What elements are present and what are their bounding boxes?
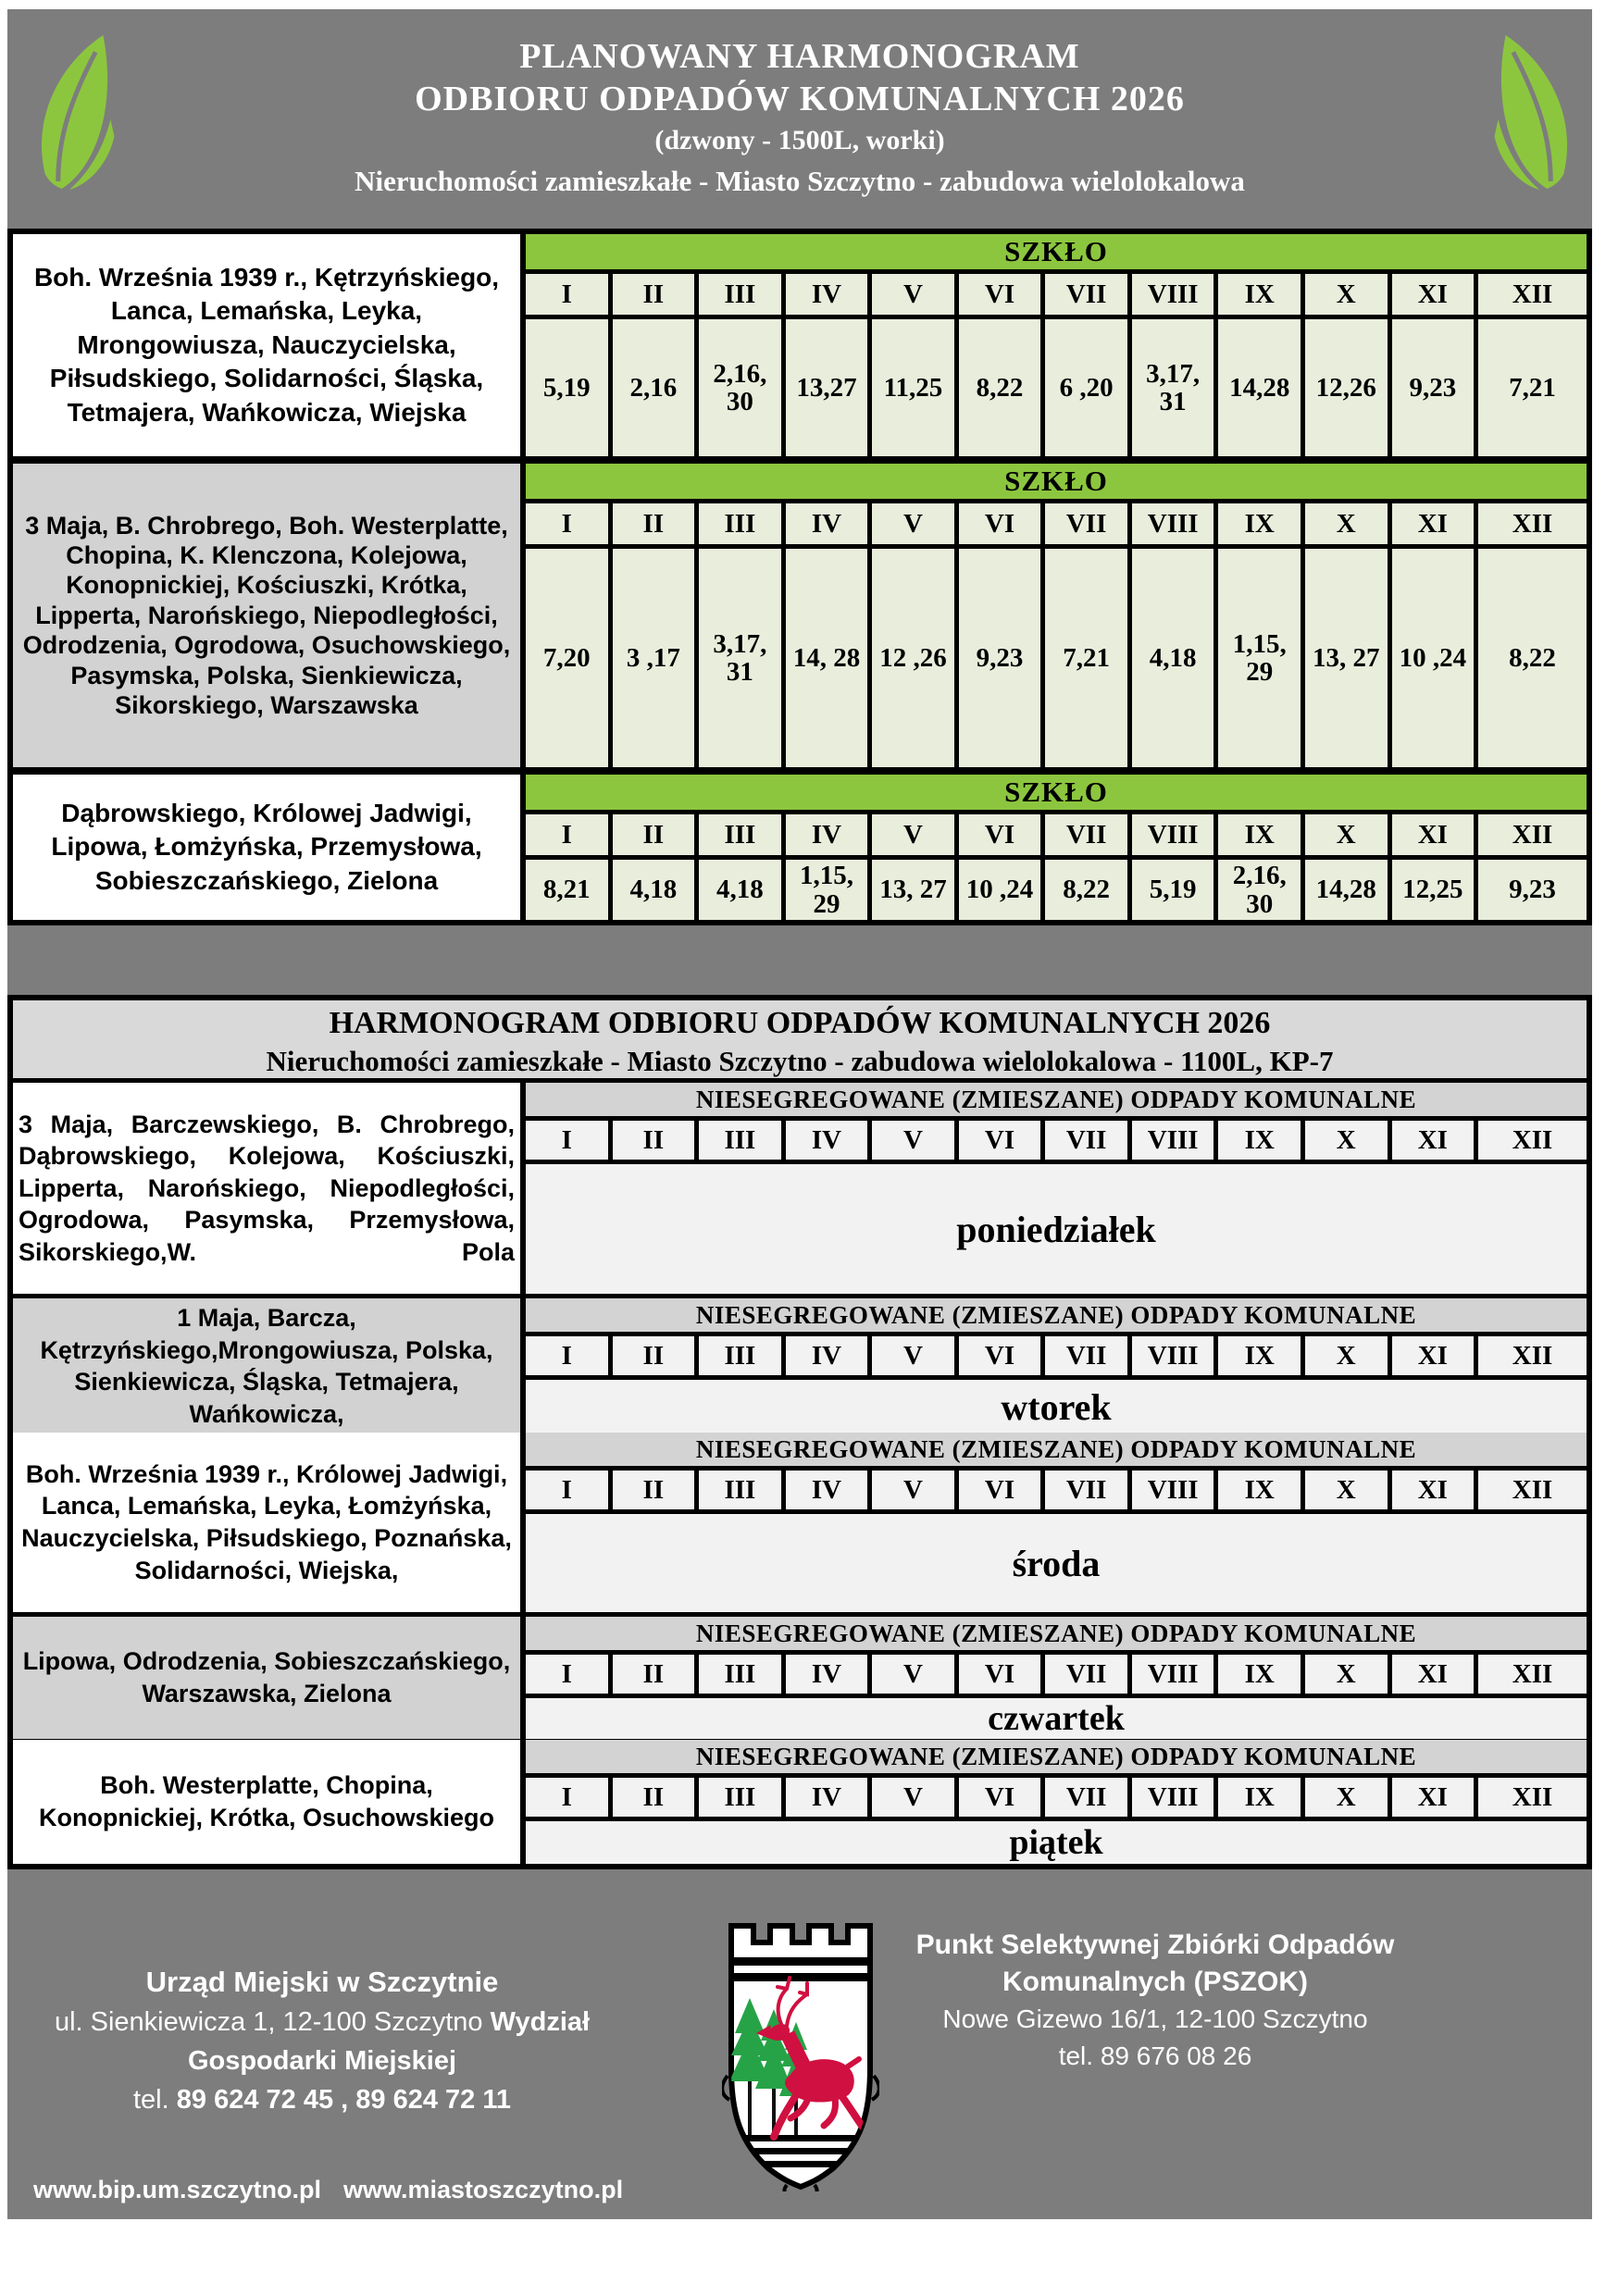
pickup-days-cell: 13, 27	[872, 860, 954, 920]
month-cell: X	[1305, 1778, 1388, 1817]
schedule-sheet	[7, 9, 1592, 2219]
glass-table-right	[526, 464, 1587, 767]
glass-table-right	[526, 775, 1587, 920]
month-cell: IX	[1218, 274, 1301, 315]
title-line-2: ODBIORU ODPADÓW KOMUNALNYCH 2026	[415, 80, 1185, 118]
month-cell: III	[699, 503, 781, 544]
month-cell: VI	[959, 1471, 1041, 1509]
pickup-days-cell: 6 ,20	[1045, 319, 1127, 456]
month-header-row	[526, 1655, 1587, 1694]
street-list-panel	[13, 464, 520, 767]
pickup-days-cell: 9,23	[1478, 860, 1587, 920]
street-list: 1 Maja, Barcza, Kętrzyńskiego,Mrongowiusza, Polska, Sienkiewicza, Śląska, Tetmajera, Wańkowicza,	[40, 1304, 493, 1428]
weekday-schedule-block	[13, 1298, 1587, 1428]
pickup-days-cell: 3,17, 31	[1132, 319, 1214, 456]
pickup-days-cell: 4,18	[1132, 549, 1214, 767]
pickup-days-cell: 13, 27	[1305, 549, 1388, 767]
month-cell: V	[872, 1655, 954, 1694]
subtitle-area: Nieruchomości zamieszkałe - Miasto Szczytno - zabudowa wielolokalowa	[355, 165, 1245, 197]
weekday-block-right	[526, 1740, 1587, 1864]
month-cell: IX	[1218, 814, 1301, 855]
month-cell: X	[1305, 814, 1388, 855]
pickup-days-row	[526, 860, 1587, 920]
department-word: Wydział	[490, 2007, 591, 2037]
address-text: ul. Sienkiewicza 1, 12-100 Szczytno	[54, 2007, 491, 2037]
month-cell: XI	[1392, 1471, 1475, 1509]
month-cell: II	[613, 1121, 695, 1160]
pszok-name-line1: Punkt Selektywnej Zbiórki Odpadów	[915, 1930, 1395, 1960]
month-cell: VI	[959, 274, 1041, 315]
street-list: 3 Maja, B. Chrobrego, Boh. Westerplatte, Chopina, K. Klenczona, Kolejowa, Konopnickiej, Kościuszki, Krótka, Lipperta, Narońskiego, Niepodległości, Odrodzenia, Ogrodowa, Osuchowskiego, Pasymska, Polska, Sienkiewicza, Sikorskiego, Warszawska	[22, 511, 511, 719]
weekday-label: wtorek	[1001, 1385, 1112, 1428]
phone-numbers: 89 624 72 45 , 89 624 72 11	[176, 2085, 511, 2115]
pickup-days-cell: 4,18	[613, 860, 695, 920]
pszok-address: Nowe Gizewo 16/1, 12-100 Szczytno	[942, 2004, 1368, 2033]
leaf-logo-right	[1485, 33, 1579, 192]
month-cell: II	[613, 1471, 695, 1509]
month-cell: IX	[1218, 503, 1301, 544]
street-list-panel	[13, 1433, 520, 1612]
website-bip: www.bip.um.szczytno.pl	[33, 2176, 322, 2203]
pszok-name-line2: Komunalnych (PSZOK)	[1002, 1967, 1308, 1997]
pickup-days-cell: 7,21	[1478, 319, 1587, 456]
month-cell: III	[699, 1655, 781, 1694]
subtitle-containers: (dzwony - 1500L, worki)	[654, 125, 945, 155]
month-cell: VII	[1045, 1471, 1127, 1509]
month-cell: III	[699, 814, 781, 855]
street-list: Boh. Września 1939 r., Kętrzyńskiego, Lanca, Lemańska, Leyka, Mrongowiusza, Nauczycielska, Piłsudskiego, Solidarności, Śląska, Tetmajera, Wańkowicza, Wiejska	[33, 263, 500, 427]
month-cell: II	[613, 1336, 695, 1375]
month-cell: VII	[1045, 1778, 1127, 1817]
month-cell: VI	[959, 1778, 1041, 1817]
weekday-label: czwartek	[988, 1699, 1125, 1738]
month-cell: VII	[1045, 503, 1127, 544]
glass-schedule-table	[13, 775, 1587, 920]
month-cell: IV	[786, 1655, 868, 1694]
month-cell: IV	[786, 274, 868, 315]
weekday-area	[526, 1380, 1587, 1433]
pickup-days-cell: 11,25	[872, 319, 954, 456]
month-cell: VI	[959, 503, 1041, 544]
street-list: Boh. Westerplatte, Chopina, Konopnickiej, Krótka, Osuchowskiego	[38, 1771, 495, 1831]
title-line-1: PLANOWANY HARMONOGRAM	[519, 37, 1080, 76]
month-cell: XII	[1478, 503, 1587, 544]
month-cell: X	[1305, 503, 1388, 544]
pickup-days-cell: 7,21	[1045, 549, 1127, 767]
month-cell: II	[613, 1778, 695, 1817]
month-cell: VI	[959, 814, 1041, 855]
pickup-days-cell: 3,17, 31	[699, 549, 781, 767]
month-cell: I	[526, 1121, 608, 1160]
weekday-area	[526, 1514, 1587, 1612]
month-cell: X	[1305, 1336, 1388, 1375]
month-cell: V	[872, 503, 954, 544]
month-cell: X	[1305, 1471, 1388, 1509]
month-header-row	[526, 503, 1587, 544]
weekday-area	[526, 1698, 1587, 1739]
glass-schedule-table	[13, 464, 1587, 767]
month-cell: I	[526, 274, 608, 315]
month-cell: X	[1305, 274, 1388, 315]
weekday-block-right	[526, 1083, 1587, 1294]
pickup-days-cell: 9,23	[1392, 319, 1475, 456]
weekday-area	[526, 1164, 1587, 1294]
month-cell: II	[613, 274, 695, 315]
month-cell: XI	[1392, 274, 1475, 315]
month-header-row	[526, 274, 1587, 315]
pickup-days-cell: 8,21	[526, 860, 608, 920]
month-cell: IX	[1218, 1655, 1301, 1694]
document-header	[7, 9, 1592, 229]
pickup-days-cell: 1,15, 29	[1218, 549, 1301, 767]
month-cell: VI	[959, 1121, 1041, 1160]
month-cell: III	[699, 1121, 781, 1160]
month-cell: VIII	[1132, 1778, 1214, 1817]
month-cell: XII	[1478, 1336, 1587, 1375]
pickup-days-cell: 9,23	[959, 549, 1041, 767]
pickup-days-cell: 5,19	[526, 319, 608, 456]
month-cell: XI	[1392, 503, 1475, 544]
glass-waste-type-header: SZKŁO	[526, 775, 1587, 810]
weekday-block-right	[526, 1433, 1587, 1612]
month-cell: IX	[1218, 1778, 1301, 1817]
street-list-panel	[13, 1740, 520, 1864]
pickup-days-cell: 8,22	[1478, 549, 1587, 767]
weekday-schedule-block	[13, 1617, 1587, 1738]
pickup-days-cell: 13,27	[786, 319, 868, 456]
pickup-days-cell: 10 ,24	[959, 860, 1041, 920]
month-cell: V	[872, 1336, 954, 1375]
section-separator	[7, 925, 1592, 995]
month-cell: XII	[1478, 1655, 1587, 1694]
pickup-days-cell: 2,16	[613, 319, 695, 456]
glass-schedule-section	[7, 229, 1592, 925]
pickup-days-cell: 14,28	[1218, 319, 1301, 456]
month-cell: VI	[959, 1655, 1041, 1694]
month-cell: V	[872, 814, 954, 855]
month-header-row	[526, 1121, 1587, 1160]
month-cell: II	[613, 814, 695, 855]
mixed-waste-type-header: NIESEGREGOWANE (ZMIESZANE) ODPADY KOMUNALNE	[526, 1298, 1587, 1332]
street-list-panel	[13, 234, 520, 456]
mixed-waste-section-header	[13, 1000, 1587, 1078]
street-list-panel	[13, 1083, 520, 1294]
street-list-panel	[13, 775, 520, 920]
section2-title: HARMONOGRAM ODBIORU ODPADÓW KOMUNALNYCH 2026	[329, 1006, 1271, 1040]
month-cell: XI	[1392, 1778, 1475, 1817]
month-cell: V	[872, 274, 954, 315]
mixed-waste-type-header: NIESEGREGOWANE (ZMIESZANE) ODPADY KOMUNALNE	[526, 1740, 1587, 1773]
city-office-address	[35, 2003, 609, 2042]
mixed-waste-type-header: NIESEGREGOWANE (ZMIESZANE) ODPADY KOMUNALNE	[526, 1617, 1587, 1650]
month-cell: X	[1305, 1655, 1388, 1694]
pickup-days-cell: 8,22	[1045, 860, 1127, 920]
month-cell: III	[699, 1471, 781, 1509]
month-cell: II	[613, 1655, 695, 1694]
glass-waste-type-header: SZKŁO	[526, 464, 1587, 499]
pickup-days-row	[526, 549, 1587, 767]
department-name: Gospodarki Miejskiej	[187, 2046, 457, 2076]
month-cell: XII	[1478, 1121, 1587, 1160]
month-header-row	[526, 1778, 1587, 1817]
month-cell: I	[526, 814, 608, 855]
website-city: www.miastoszczytno.pl	[343, 2176, 624, 2203]
month-cell: VIII	[1132, 503, 1214, 544]
website-links	[33, 2176, 645, 2204]
month-cell: XII	[1478, 814, 1587, 855]
month-cell: VII	[1045, 1336, 1127, 1375]
month-cell: IV	[786, 1778, 868, 1817]
month-header-row	[526, 1471, 1587, 1509]
pickup-days-cell: 12,26	[1305, 319, 1388, 456]
pickup-days-cell: 14, 28	[786, 549, 868, 767]
month-cell: VII	[1045, 1655, 1127, 1694]
street-list-panel	[13, 1298, 520, 1433]
glass-waste-type-header: SZKŁO	[526, 234, 1587, 269]
month-cell: III	[699, 1778, 781, 1817]
mixed-waste-type-header: NIESEGREGOWANE (ZMIESZANE) ODPADY KOMUNALNE	[526, 1083, 1587, 1116]
month-cell: VIII	[1132, 1336, 1214, 1375]
city-office-contact	[35, 1962, 609, 2119]
pickup-days-cell: 5,19	[1132, 860, 1214, 920]
month-cell: V	[872, 1778, 954, 1817]
street-list: Dąbrowskiego, Królowej Jadwigi, Lipowa, Łomżyńska, Przemysłowa, Sobieszczańskiego, Zielona	[51, 798, 482, 895]
month-cell: XI	[1392, 1655, 1475, 1694]
month-cell: IV	[786, 1336, 868, 1375]
month-cell: I	[526, 1336, 608, 1375]
month-cell: X	[1305, 1121, 1388, 1160]
pickup-days-cell: 8,22	[959, 319, 1041, 456]
pickup-days-cell: 7,20	[526, 549, 608, 767]
tel-prefix: tel.	[133, 2085, 177, 2115]
city-office-name: Urząd Miejski w Szczytnie	[145, 1966, 499, 1998]
month-cell: I	[526, 1778, 608, 1817]
month-cell: XI	[1392, 1121, 1475, 1160]
street-list-panel	[13, 1617, 520, 1739]
pszok-contact	[887, 1927, 1424, 2075]
month-cell: VII	[1045, 814, 1127, 855]
month-cell: XI	[1392, 814, 1475, 855]
city-office-phones	[35, 2080, 609, 2119]
glass-table-right	[526, 234, 1587, 456]
month-cell: VIII	[1132, 274, 1214, 315]
month-cell: XII	[1478, 1778, 1587, 1817]
pickup-days-cell: 12 ,26	[872, 549, 954, 767]
mixed-waste-type-header: NIESEGREGOWANE (ZMIESZANE) ODPADY KOMUNALNE	[526, 1433, 1587, 1466]
pickup-days-cell: 2,16, 30	[1218, 860, 1301, 920]
month-cell: IV	[786, 1471, 868, 1509]
pszok-phone: tel. 89 676 08 26	[1058, 2042, 1252, 2070]
section2-subtitle: Nieruchomości zamieszkałe - Miasto Szczytno - zabudowa wielolokalowa - 1100L, KP-7	[266, 1045, 1334, 1077]
mixed-waste-section	[7, 995, 1592, 1869]
month-cell: IX	[1218, 1336, 1301, 1375]
month-header-row	[526, 1336, 1587, 1375]
weekday-label: poniedziałek	[956, 1208, 1156, 1250]
weekday-label: piątek	[1009, 1823, 1103, 1862]
weekday-label: środa	[1012, 1542, 1101, 1584]
month-cell: VIII	[1132, 1471, 1214, 1509]
weekday-block-right	[526, 1298, 1587, 1433]
pickup-days-cell: 3 ,17	[613, 549, 695, 767]
month-cell: VIII	[1132, 1121, 1214, 1160]
month-cell: III	[699, 1336, 781, 1375]
month-cell: VI	[959, 1336, 1041, 1375]
month-cell: I	[526, 1655, 608, 1694]
leaf-logo-left	[30, 33, 124, 192]
month-cell: XII	[1478, 1471, 1587, 1509]
month-cell: IV	[786, 814, 868, 855]
pickup-days-cell: 4,18	[699, 860, 781, 920]
month-cell: III	[699, 274, 781, 315]
weekday-block-right	[526, 1617, 1587, 1739]
month-cell: VII	[1045, 1121, 1127, 1160]
pickup-days-cell: 12,25	[1392, 860, 1475, 920]
month-cell: VIII	[1132, 814, 1214, 855]
month-header-row	[526, 814, 1587, 855]
glass-schedule-table	[13, 234, 1587, 456]
month-cell: V	[872, 1121, 954, 1160]
header-text	[7, 9, 1592, 202]
month-cell: IV	[786, 503, 868, 544]
weekday-area	[526, 1821, 1587, 1864]
month-cell: IX	[1218, 1121, 1301, 1160]
month-cell: VIII	[1132, 1655, 1214, 1694]
pickup-days-cell: 10 ,24	[1392, 549, 1475, 767]
month-cell: II	[613, 503, 695, 544]
street-list: 3 Maja, Barczewskiego, B. Chrobrego, Dąbrowskiego, Kolejowa, Kościuszki, Lipperta, Narońskiego, Niepodległości, Ogrodowa, Pasymska, Przemysłowa, Sikorskiego,W. Pola	[19, 1110, 515, 1266]
month-cell: I	[526, 503, 608, 544]
month-cell: IV	[786, 1121, 868, 1160]
pickup-days-row	[526, 319, 1587, 456]
street-list: Boh. Września 1939 r., Królowej Jadwigi, Lanca, Lemańska, Leyka, Łomżyńska, Nauczycielska, Piłsudskiego, Poznańska, Solidarności, Wiejska,	[21, 1459, 512, 1584]
pickup-days-cell: 2,16, 30	[699, 319, 781, 456]
pickup-days-cell: 14,28	[1305, 860, 1388, 920]
month-cell: XI	[1392, 1336, 1475, 1375]
szczytno-coat-of-arms	[722, 1917, 879, 2191]
pickup-days-cell: 1,15, 29	[786, 860, 868, 920]
month-cell: V	[872, 1471, 954, 1509]
street-list: Lipowa, Odrodzenia, Sobieszczańskiego, Warszawska, Zielona	[22, 1647, 511, 1707]
month-cell: VII	[1045, 274, 1127, 315]
weekday-schedule-block	[13, 1740, 1587, 1864]
weekday-schedule-block	[13, 1083, 1587, 1294]
month-cell: I	[526, 1471, 608, 1509]
weekday-schedule-block	[13, 1433, 1587, 1612]
document-footer	[7, 1869, 1592, 2219]
month-cell: IX	[1218, 1471, 1301, 1509]
month-cell: XII	[1478, 274, 1587, 315]
